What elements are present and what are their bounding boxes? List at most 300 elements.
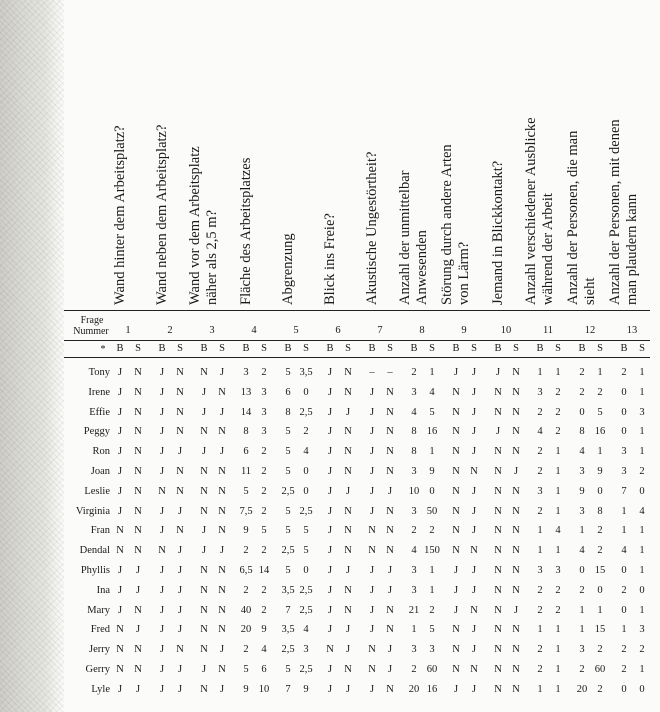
table-cell: J	[471, 426, 477, 438]
table-cell: N	[344, 466, 352, 477]
table-cell: 2	[579, 664, 585, 675]
question-number-8: 8	[419, 325, 425, 336]
table-cell: N	[386, 466, 394, 477]
table-cell: N	[134, 446, 142, 458]
table-cell: N	[218, 485, 226, 497]
table-cell: 1	[555, 644, 561, 656]
table-cell: N	[452, 406, 460, 418]
table-cell: 0	[597, 584, 603, 596]
table-cell: J	[345, 644, 351, 656]
table-cell: N	[470, 466, 478, 477]
table-cell: J	[327, 545, 333, 557]
table-cell: N	[134, 466, 142, 477]
table-cell: J	[327, 406, 333, 418]
row-name: Ina	[96, 584, 110, 596]
table-cell: J	[387, 664, 393, 675]
question-number-1: 1	[125, 325, 131, 336]
table-cell: N	[200, 426, 208, 438]
table-cell: N	[452, 525, 460, 537]
table-cell: 1	[579, 525, 585, 537]
table-cell: 8	[411, 426, 417, 438]
table-cell: J	[471, 367, 477, 378]
table-cell: 2	[555, 604, 561, 616]
table-cell: 2	[537, 584, 543, 596]
table-cell: J	[495, 426, 501, 438]
table-cell: 5	[303, 525, 309, 537]
table-cell: J	[219, 683, 225, 695]
table-cell: 4	[411, 545, 417, 557]
table-cell: J	[471, 584, 477, 596]
table-cell: 15	[594, 565, 606, 576]
subheader-7-b: B	[368, 343, 376, 354]
table-cell: 5	[429, 406, 435, 418]
table-cell: 2	[621, 584, 627, 596]
table-cell: N	[512, 584, 520, 596]
subheader-2-s: S	[177, 343, 183, 354]
question-number-11: 11	[542, 325, 554, 336]
table-cell: J	[159, 446, 165, 458]
question-number-3: 3	[209, 325, 215, 336]
table-cell: N	[176, 367, 184, 378]
table-cell: 1	[555, 683, 561, 695]
table-cell: N	[218, 624, 226, 636]
table-cell: N	[512, 386, 520, 398]
question-number-2: 2	[167, 325, 173, 336]
table-cell: 0	[621, 406, 627, 418]
table-cell: J	[327, 624, 333, 636]
table-cell: 1	[639, 446, 645, 458]
table-cell: N	[134, 386, 142, 398]
table-cell: 2	[537, 466, 543, 477]
question-header-3-line-2: näher als 2,5 m?	[204, 209, 220, 305]
table-cell: N	[200, 367, 208, 378]
table-cell: J	[135, 683, 141, 695]
table-cell: J	[201, 446, 207, 458]
table-cell: N	[512, 426, 520, 438]
table-cell: J	[177, 565, 183, 576]
subheader-3-b: B	[200, 343, 208, 354]
table-cell: J	[327, 565, 333, 576]
table-cell: 3,5	[299, 367, 313, 378]
table-cell: J	[327, 426, 333, 438]
table-cell: 1	[579, 604, 585, 616]
table-cell: J	[159, 644, 165, 656]
table-cell: 2	[597, 386, 603, 398]
table-cell: 2	[411, 525, 417, 537]
table-cell: 3	[429, 644, 435, 656]
table-cell: N	[176, 406, 184, 418]
table-cell: N	[512, 485, 520, 497]
table-cell: J	[369, 426, 375, 438]
table-cell: 3	[537, 386, 543, 398]
table-cell: 1	[555, 505, 561, 517]
question-number-13: 13	[626, 325, 638, 336]
question-header-6: Blick ins Freie?	[321, 213, 338, 305]
table-cell: N	[386, 624, 394, 636]
table-cell: 2	[579, 584, 585, 596]
table-cell: 8	[243, 426, 249, 438]
table-cell: J	[117, 505, 123, 517]
table-cell: N	[452, 664, 460, 675]
table-cell: N	[134, 485, 142, 497]
table-cell: 2	[411, 664, 417, 675]
table-cell: N	[494, 386, 502, 398]
table-cell: N	[470, 664, 478, 675]
table-cell: N	[134, 525, 142, 537]
table-cell: N	[452, 426, 460, 438]
question-number-9: 9	[461, 325, 467, 336]
table-cell: 0	[621, 604, 627, 616]
table-cell: J	[327, 525, 333, 537]
table-cell: 0	[303, 485, 309, 497]
table-cell: J	[159, 683, 165, 695]
row-name: Mary	[87, 604, 110, 616]
table-cell: 8	[285, 406, 291, 418]
question-header-9-line-2: von Lärm?	[456, 241, 472, 305]
table-cell: N	[176, 466, 184, 477]
table-cell: J	[177, 505, 183, 517]
subheader-5-s: S	[303, 343, 309, 354]
table-cell: N	[200, 624, 208, 636]
table-cell: J	[177, 446, 183, 458]
table-cell: 4	[537, 426, 543, 438]
table-cell: J	[159, 584, 165, 596]
table-cell: N	[494, 485, 502, 497]
table-cell: 4	[621, 545, 627, 557]
table-cell: 4	[303, 446, 309, 458]
question-headers	[0, 0, 660, 315]
subheader-11-b: B	[536, 343, 544, 354]
subheader-8-s: S	[429, 343, 435, 354]
table-cell: 2	[537, 446, 543, 458]
question-header-2: Wand neben dem Arbeitsplatz?	[153, 124, 170, 305]
table-cell: J	[201, 545, 207, 557]
table-cell: 6	[243, 446, 249, 458]
table-cell: J	[219, 446, 225, 458]
subheader-9-s: S	[471, 343, 477, 354]
table-cell: J	[453, 367, 459, 378]
table-cell: 1	[429, 584, 435, 596]
table-cell: 2	[597, 683, 603, 695]
table-cell: N	[512, 683, 520, 695]
table-cell: 3	[537, 565, 543, 576]
table-cell: N	[386, 545, 394, 557]
question-header-12-line-2: sieht	[582, 277, 598, 305]
table-cell: 2	[621, 664, 627, 675]
table-cell: N	[494, 664, 502, 675]
table-cell: 2	[537, 664, 543, 675]
question-header-3-line-1: Wand vor dem Arbeitsplatz	[187, 146, 203, 305]
table-cell: 1	[639, 367, 645, 378]
table-cell: N	[218, 426, 226, 438]
table-cell: J	[135, 584, 141, 596]
table-cell: 9	[243, 683, 249, 695]
row-name: Phyllis	[80, 565, 110, 576]
table-cell: N	[386, 683, 394, 695]
table-cell: J	[327, 446, 333, 458]
table-cell: 3,5	[281, 624, 295, 636]
table-cell: 1	[555, 446, 561, 458]
table-cell: 2	[537, 644, 543, 656]
table-cell: 3	[555, 565, 561, 576]
table-cell: J	[471, 683, 477, 695]
table-cell: J	[387, 644, 393, 656]
table-cell: J	[369, 505, 375, 517]
table-cell: 3	[579, 505, 585, 517]
table-cell: N	[218, 565, 226, 576]
table-cell: 5	[285, 565, 291, 576]
table-cell: N	[494, 565, 502, 576]
table-cell: 5	[303, 545, 309, 557]
table-cell: 150	[424, 545, 440, 557]
table-cell: 2	[579, 386, 585, 398]
table-cell: J	[369, 683, 375, 695]
table-cell: 7	[621, 485, 627, 497]
table-cell: J	[135, 624, 141, 636]
table-cell: N	[134, 664, 142, 675]
table-cell: 7,5	[239, 505, 253, 517]
table-cell: N	[386, 386, 394, 398]
table-cell: 2	[537, 505, 543, 517]
subheader-6-s: S	[345, 343, 351, 354]
question-header-9-line-1: Störung durch andere Arten	[439, 144, 455, 305]
table-cell: 4	[261, 644, 267, 656]
table-cell: N	[218, 505, 226, 517]
table-cell: 2	[261, 466, 267, 477]
subheader-rule	[64, 357, 650, 358]
table-cell: 5	[429, 624, 435, 636]
row-name: Virginia	[75, 505, 110, 517]
table-cell: 3	[411, 584, 417, 596]
table-cell: N	[512, 664, 520, 675]
table-cell: N	[116, 644, 124, 656]
question-number-6: 6	[335, 325, 341, 336]
subheader-2-b: B	[158, 343, 166, 354]
table-cell: J	[453, 584, 459, 596]
table-cell: N	[386, 406, 394, 418]
table-cell: N	[452, 386, 460, 398]
table-cell: 2	[261, 584, 267, 596]
table-cell: 5	[285, 367, 291, 378]
row-name: Joan	[90, 466, 110, 477]
table-cell: J	[327, 367, 333, 378]
table-cell: J	[159, 664, 165, 675]
table-cell: 13	[240, 386, 252, 398]
table-cell: N	[368, 525, 376, 537]
table-cell: N	[512, 406, 520, 418]
table-cell: N	[512, 446, 520, 458]
table-cell: N	[344, 426, 352, 438]
table-cell: N	[344, 367, 352, 378]
subheader-5-b: B	[284, 343, 292, 354]
table-cell: 3	[579, 644, 585, 656]
question-header-8-line-2: Anwesenden	[414, 230, 430, 305]
table-cell: 60	[594, 664, 606, 675]
table-cell: 8	[597, 505, 603, 517]
row-name: Ron	[92, 446, 110, 458]
table-cell: J	[471, 525, 477, 537]
table-cell: N	[218, 664, 226, 675]
table-cell: 1	[537, 545, 543, 557]
table-cell: 2	[411, 367, 417, 378]
table-cell: 3	[411, 565, 417, 576]
table-cell: –	[369, 367, 375, 378]
table-cell: N	[494, 466, 502, 477]
table-cell: 1	[597, 367, 603, 378]
subheader-10-s: S	[513, 343, 519, 354]
table-cell: 4	[555, 525, 561, 537]
table-cell: J	[327, 664, 333, 675]
table-cell: 10	[408, 485, 420, 497]
table-cell: J	[369, 485, 375, 497]
table-cell: 1	[537, 683, 543, 695]
table-cell: 0	[429, 485, 435, 497]
table-cell: J	[117, 426, 123, 438]
table-cell: N	[470, 604, 478, 616]
table-cell: J	[159, 466, 165, 477]
table-cell: 1	[621, 525, 627, 537]
table-cell: N	[344, 505, 352, 517]
row-name: Tony	[88, 367, 110, 378]
table-cell: 60	[426, 664, 438, 675]
table-cell: 2,5	[281, 545, 295, 557]
table-cell: N	[386, 505, 394, 517]
table-cell: 15	[594, 624, 606, 636]
table-cell: 2,5	[299, 406, 313, 418]
table-cell: 2	[429, 604, 435, 616]
table-cell: 5	[261, 525, 267, 537]
table-cell: 7	[285, 604, 291, 616]
table-cell: J	[159, 624, 165, 636]
table-cell: 2	[261, 545, 267, 557]
table-cell: N	[368, 664, 376, 675]
question-header-4: Fläche des Arbeitsplatzes	[237, 157, 254, 305]
subheader-4-s: S	[261, 343, 267, 354]
table-cell: 5	[285, 466, 291, 477]
table-cell: 1	[555, 545, 561, 557]
table-cell: 0	[621, 565, 627, 576]
table-cell: 16	[426, 683, 438, 695]
table-cell: 3	[411, 466, 417, 477]
table-cell: 40	[240, 604, 252, 616]
table-cell: J	[387, 565, 393, 576]
table-cell: 0	[639, 584, 645, 596]
table-cell: N	[200, 584, 208, 596]
table-cell: 2	[537, 604, 543, 616]
table-cell: N	[386, 426, 394, 438]
table-cell: J	[327, 683, 333, 695]
row-name: Gerry	[85, 664, 110, 675]
question-header-11-line-1: Anzahl verschiedener Ausblicke	[523, 117, 539, 305]
table-cell: N	[512, 545, 520, 557]
table-cell: N	[512, 644, 520, 656]
table-cell: 1	[639, 604, 645, 616]
table-cell: 11	[240, 466, 252, 477]
table-cell: 2	[429, 525, 435, 537]
table-cell: J	[159, 505, 165, 517]
table-cell: J	[369, 386, 375, 398]
table-cell: N	[218, 525, 226, 537]
question-header-1: Wand hinter dem Arbeitsplatz?	[111, 125, 128, 305]
table-cell: J	[117, 466, 123, 477]
table-cell: J	[495, 367, 501, 378]
table-cell: J	[327, 505, 333, 517]
subheader-13-b: B	[620, 343, 628, 354]
table-cell: N	[452, 505, 460, 517]
table-cell: 4	[579, 545, 585, 557]
table-cell: J	[327, 485, 333, 497]
table-cell: 6	[261, 664, 267, 675]
header-rule	[64, 310, 650, 311]
table-cell: J	[219, 644, 225, 656]
table-cell: 5	[285, 664, 291, 675]
table-cell: 2	[597, 545, 603, 557]
question-number-5: 5	[293, 325, 299, 336]
table-cell: 2,5	[281, 485, 295, 497]
table-cell: 16	[426, 426, 438, 438]
table-cell: J	[159, 367, 165, 378]
table-cell: J	[117, 584, 123, 596]
subheader-12-s: S	[597, 343, 603, 354]
table-cell: N	[200, 565, 208, 576]
table-cell: N	[494, 406, 502, 418]
table-cell: J	[345, 565, 351, 576]
table-cell: 2,5	[299, 604, 313, 616]
table-cell: 3	[261, 406, 267, 418]
table-cell: N	[134, 644, 142, 656]
table-cell: N	[116, 525, 124, 537]
table-cell: N	[134, 604, 142, 616]
table-cell: J	[177, 683, 183, 695]
table-cell: J	[327, 604, 333, 616]
table-cell: J	[201, 525, 207, 537]
table-cell: J	[453, 565, 459, 576]
table-cell: N	[176, 485, 184, 497]
subheader-13-s: S	[639, 343, 645, 354]
table-cell: N	[218, 386, 226, 398]
table-cell: J	[117, 406, 123, 418]
row-marker: *	[100, 344, 106, 355]
table-cell: N	[494, 624, 502, 636]
table-cell: N	[386, 604, 394, 616]
table-cell: N	[158, 545, 166, 557]
table-cell: 1	[639, 565, 645, 576]
table-cell: N	[218, 604, 226, 616]
table-cell: J	[201, 664, 207, 675]
subheader-4-b: B	[242, 343, 250, 354]
table-cell: 1	[555, 624, 561, 636]
question-header-7: Akustische Ungestörtheit?	[363, 151, 380, 305]
table-cell: 4	[429, 386, 435, 398]
table-cell: N	[494, 644, 502, 656]
question-number-7: 7	[377, 325, 383, 336]
table-cell: 1	[429, 367, 435, 378]
table-cell: J	[159, 525, 165, 537]
table-cell: 2	[243, 584, 249, 596]
table-cell: 1	[555, 367, 561, 378]
subheader-1-b: B	[116, 343, 124, 354]
table-cell: N	[494, 604, 502, 616]
table-cell: J	[345, 683, 351, 695]
table-cell: 2	[555, 386, 561, 398]
table-cell: 1	[555, 485, 561, 497]
table-cell: 3	[579, 466, 585, 477]
table-cell: 2	[261, 367, 267, 378]
table-cell: J	[471, 565, 477, 576]
table-cell: 6	[285, 386, 291, 398]
table-cell: 3	[639, 624, 645, 636]
table-cell: 1	[597, 604, 603, 616]
